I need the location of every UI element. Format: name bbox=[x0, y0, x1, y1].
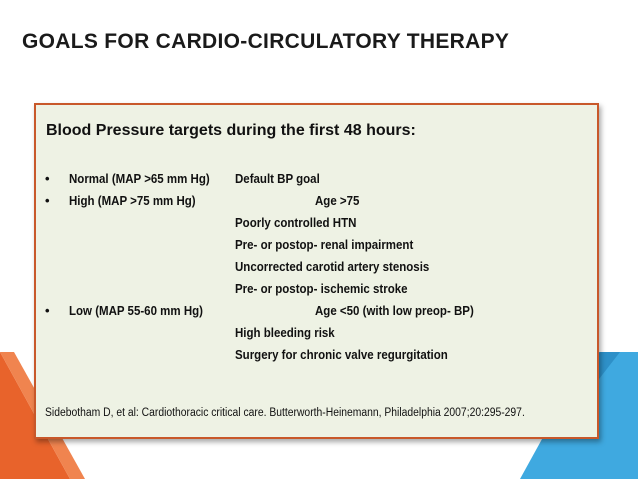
row-value: Uncorrected carotid artery stenosis bbox=[235, 260, 430, 274]
bullet: • bbox=[45, 171, 50, 186]
row-label-normal: Normal (MAP >65 mm Hg) bbox=[69, 172, 210, 186]
row-value: Pre- or postop- renal impairment bbox=[235, 238, 414, 252]
row-value: Pre- or postop- ischemic stroke bbox=[235, 282, 408, 296]
row-value: Age >75 bbox=[315, 194, 360, 208]
content-box bbox=[34, 103, 599, 439]
row-label-high: High (MAP >75 mm Hg) bbox=[69, 194, 196, 208]
bullet: • bbox=[45, 303, 50, 318]
row-value: Age <50 (with low preop- BP) bbox=[315, 304, 474, 318]
slide-title: GOALS FOR CARDIO-CIRCULATORY THERAPY bbox=[22, 30, 510, 53]
row-value: High bleeding risk bbox=[235, 326, 335, 340]
row-label-low: Low (MAP 55-60 mm Hg) bbox=[69, 304, 203, 318]
row-value: Poorly controlled HTN bbox=[235, 216, 357, 230]
box-heading: Blood Pressure targets during the first 48 hours: bbox=[46, 122, 416, 139]
bullet: • bbox=[45, 193, 50, 208]
citation: Sidebotham D, et al: Cardiothoracic critical care. Butterworth-Heinemann, Philadelphia 2007;20:295-297. bbox=[45, 407, 525, 419]
row-value: Default BP goal bbox=[235, 172, 320, 186]
row-value: Surgery for chronic valve regurgitation bbox=[235, 348, 448, 362]
